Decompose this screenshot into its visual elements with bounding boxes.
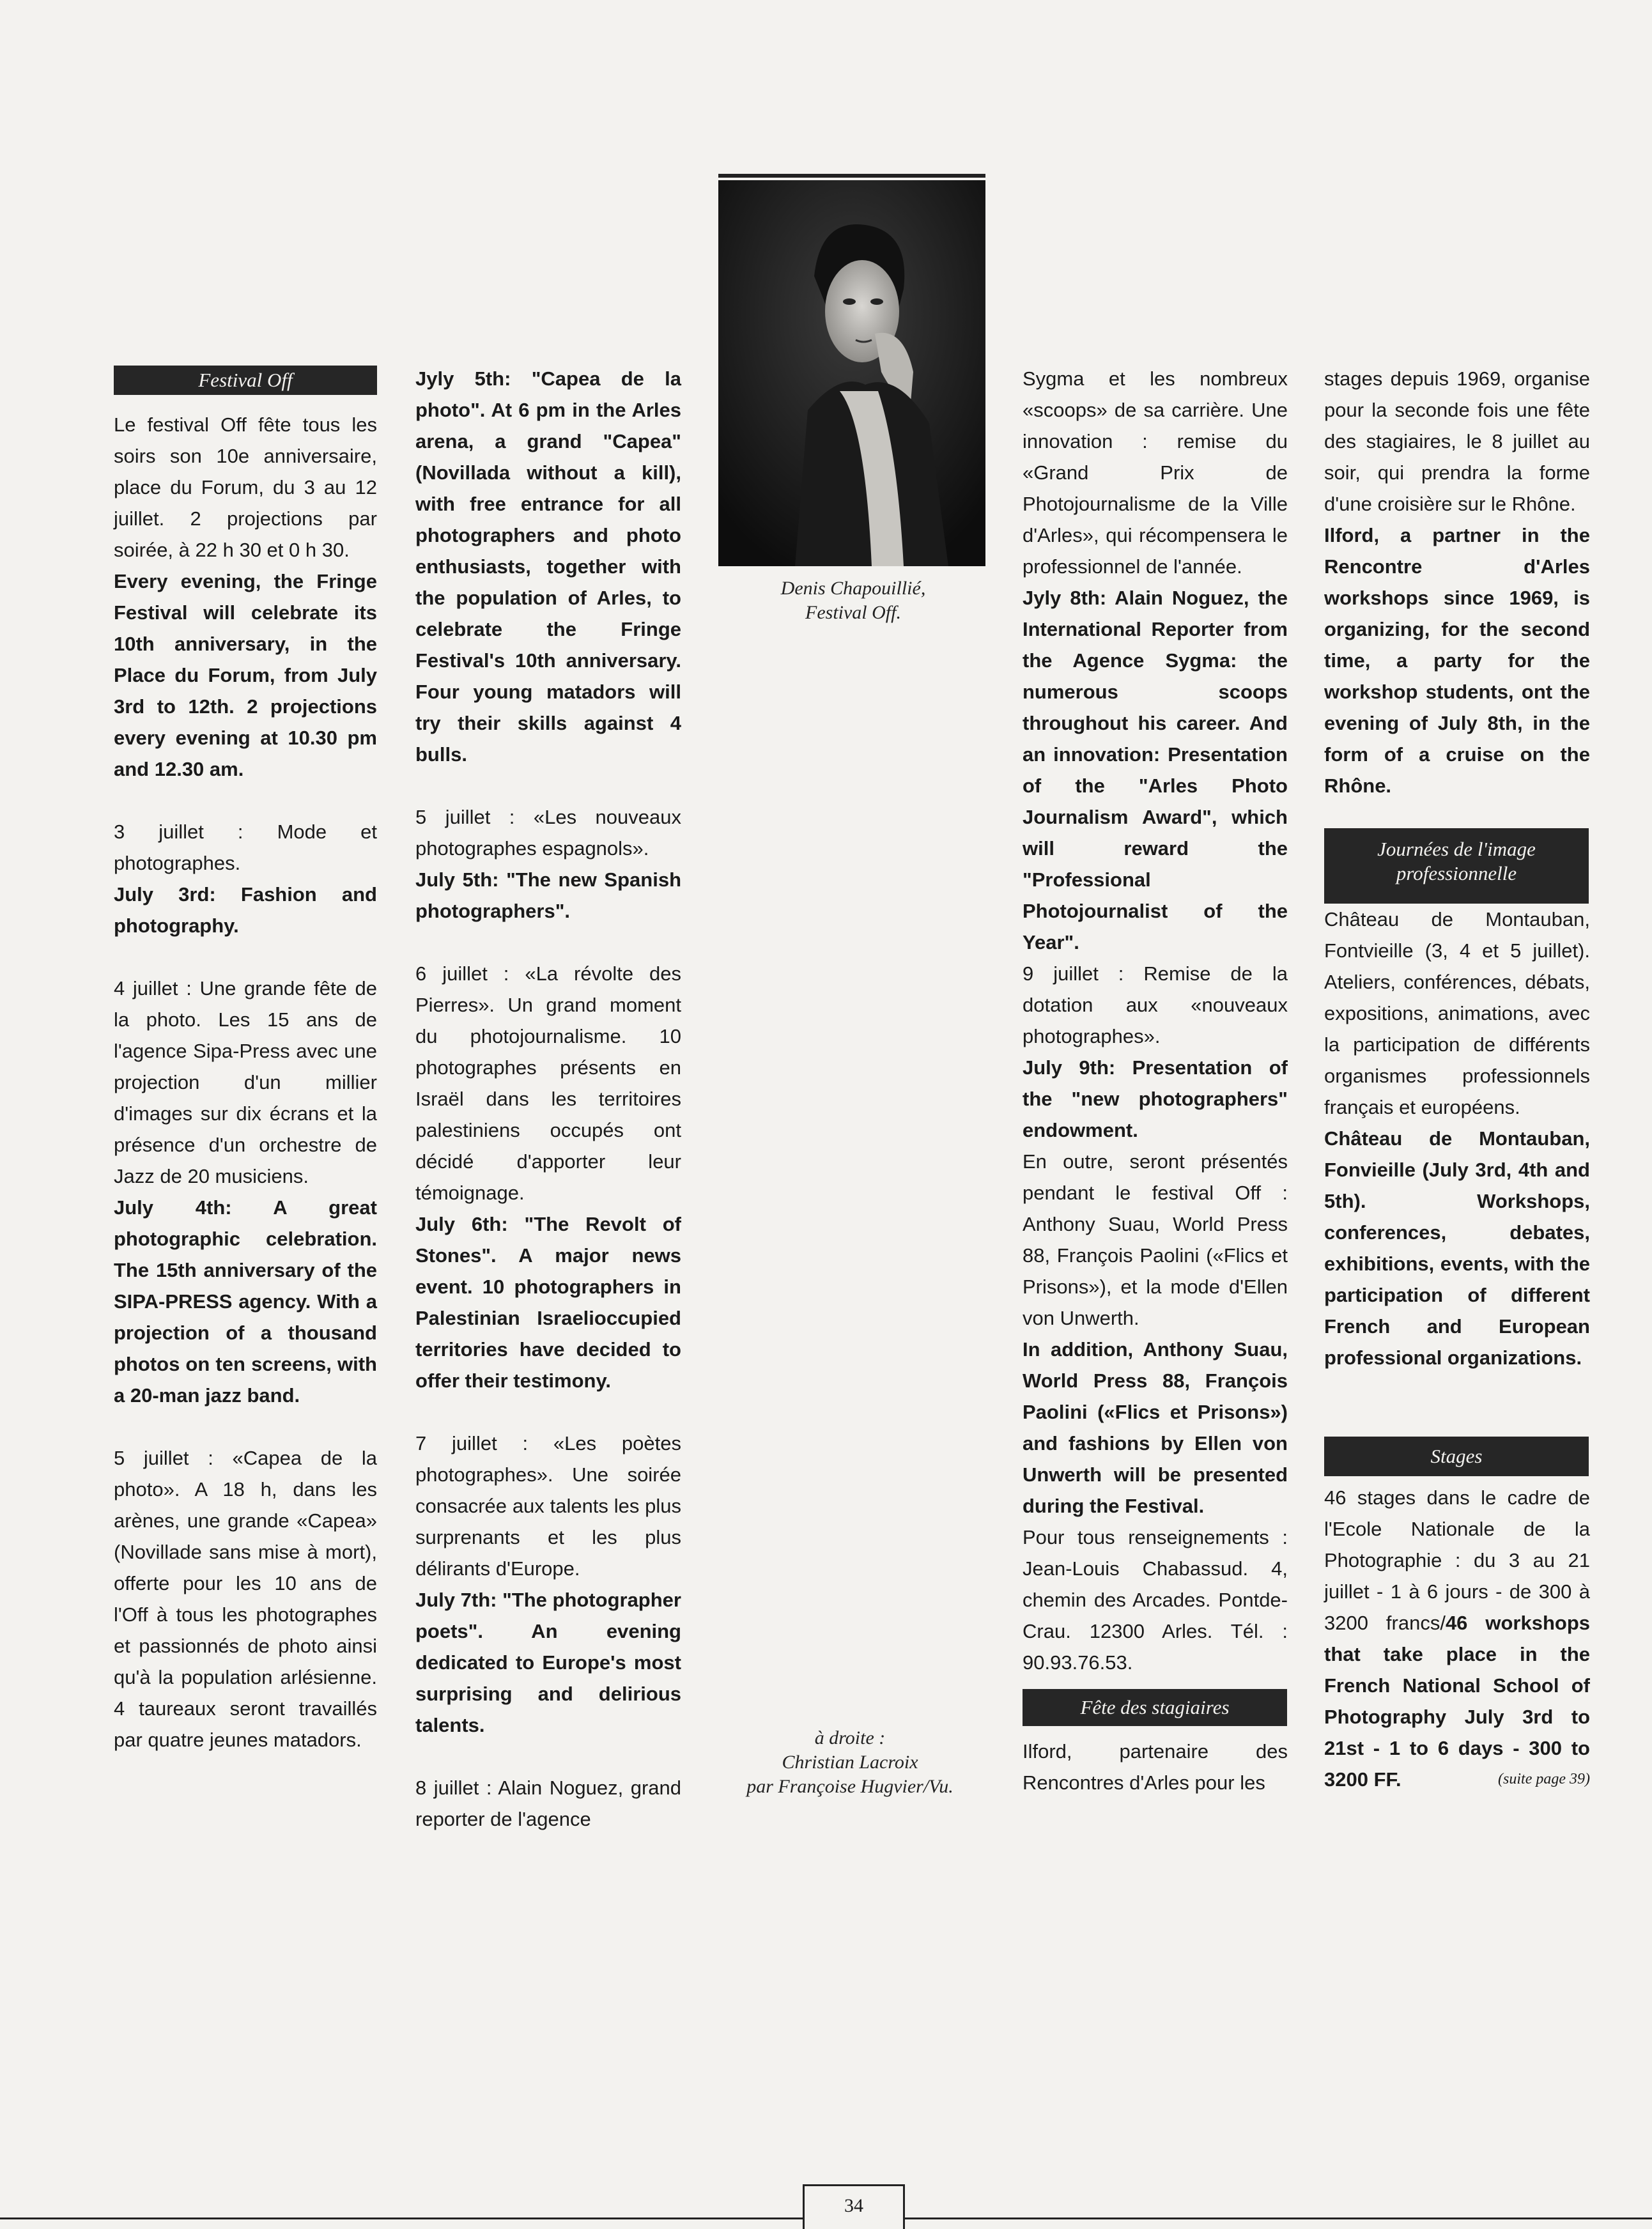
paragraph: July 6th: "The Revolt of Stones". A major news event. 10 photographers in Palestinian Israelioccupied territories have decided to offer their testimony.	[415, 1213, 681, 1392]
paragraph: July 9th: Presentation of the "new photographers" endowment.	[1023, 1056, 1288, 1141]
column-3-tail	[1023, 1736, 1288, 1798]
continuation-note: (suite page 39)	[1498, 1771, 1590, 1787]
photo-portrait	[718, 174, 985, 566]
paragraph: Ilford, a partner in the Rencontre d'Arles workshops since 1969, is organizing, for the second time, a party for the workshop students, ont the evening of July 8th, in the form of a cruise on the Rhône.	[1324, 524, 1590, 797]
header-fete-stagiaires: Fête des stagiaires	[1023, 1689, 1287, 1726]
paragraph: 5 juillet : «Les nouveaux photographes espagnols».	[415, 806, 681, 860]
paragraph: July 7th: "The photographer poets". An evening dedicated to Europe's most surprising and delirious talents.	[415, 1589, 681, 1736]
header-stages: Stages	[1324, 1437, 1589, 1476]
paragraph: 6 juillet : «La révolte des Pierres». Un grand moment du photojournalisme. 10 photographes présents en Israël dans les territoires palestiniens occupés ont décidé d'apporter leur témoignage.	[415, 962, 681, 1204]
column-4c	[1324, 1482, 1590, 1795]
photo-caption: Denis Chapouillié, Festival Off.	[780, 578, 926, 623]
footer-rule	[905, 2217, 1652, 2219]
paragraph-gap	[415, 927, 681, 958]
paragraph: Every evening, the Fringe Festival will celebrate its 10th anniversary, in the Place du Forum, from July 3rd to 12th. 2 projections every evening at 10.30 pm and 12.30 am.	[114, 570, 377, 780]
paragraph: Pour tous renseignements : Jean-Louis Chabassud. 4, chemin des Arcades. Pontde-Crau. 12300 Arles. Tél. : 90.93.76.53.	[1023, 1526, 1288, 1674]
paragraph: 46 stages dans le cadre de l'Ecole Nationale de la Photographie : du 3 au 21 juillet - 1 à 6 jours - de 300 à 3200 francs/46 workshops that take place in the French National School of Photography July 3rd to 21st - 1 to 6 days - 300 to 3200 FF. (suite page 39)	[1324, 1482, 1590, 1795]
column-1	[114, 409, 377, 1755]
paragraph: Le festival Off fête tous les soirs son 10e anniversaire, place du Forum, du 3 au 12 juillet. 2 projections par soirée, à 22 h 30 et 0 h 30.	[114, 413, 377, 561]
paragraph: 8 juillet : Alain Noguez, grand reporter de l'agence	[415, 1777, 681, 1830]
column-2	[415, 363, 681, 1835]
paragraph-gap	[114, 785, 377, 816]
paragraph-gap	[114, 941, 377, 973]
paragraph: Sygma et les nombreux «scoops» de sa carrière. Une innovation : remise du «Grand Prix de Photojournalisme de la Ville d'Arles», qui récompensera le professionnel de l'année.	[1023, 367, 1288, 578]
paragraph: Château de Montauban, Fonvieille (July 3rd, 4th and 5th). Workshops, conferences, debates, exhibitions, events, with the participation of different French and European professional organizations.	[1324, 1127, 1590, 1369]
paragraph-gap	[415, 770, 681, 801]
paragraph: 5 juillet : «Capea de la photo». A 18 h, dans les arènes, une grande «Capea» (Novillade sans mise à mort), offerte pour les 10 ans de l'Off à tous les photographes et passionnés de photo ainsi qu'à la population arlésienne. 4 taureaux seront travaillés par quatre jeunes matadors.	[114, 1447, 377, 1751]
page-number: 34	[803, 2184, 905, 2229]
portrait-image	[718, 180, 985, 566]
header-journees: Journées de l'image professionnelle	[1324, 828, 1589, 904]
paragraph: 3 juillet : Mode et photographes.	[114, 821, 377, 874]
paragraph: July 4th: A great photographic celebration. The 15th anniversary of the SIPA-PRESS agency. With a projection of a thousand photos on ten screens, with a 20-man jazz band.	[114, 1196, 377, 1407]
paragraph: stages depuis 1969, organise pour la seconde fois une fête des stagiaires, le 8 juillet au soir, qui prendra la forme d'une croisière sur le Rhône.	[1324, 367, 1590, 515]
paragraph: Jyly 5th: "Capea de la photo". At 6 pm in the Arles arena, a grand "Capea" (Novillada without a kill), with free entrance for all photographers and photo enthusiasts, together with the population of Arles, to celebrate the Fringe Festival's 10th anniversary. Four young matadors will try their skills against 4 bulls.	[415, 367, 681, 766]
paragraph: July 3rd: Fashion and photography.	[114, 883, 377, 937]
footer-rule	[0, 2217, 803, 2219]
paragraph: Jyly 8th: Alain Noguez, the International Reporter from the Agence Sygma: the numerous scoops throughout his career. And an innovation: Presentation of the "Arles Photo Journalism Award", which will reward the "Professional Photojournalist of the Year".	[1023, 587, 1288, 953]
paragraph: 4 juillet : Une grande fête de la photo. Les 15 ans de l'agence Sipa-Press avec une projection d'un millier d'images sur dix écrans et la présence d'un orchestre de Jazz de 20 musiciens.	[114, 977, 377, 1187]
paragraph: In addition, Anthony Suau, World Press 88, François Paolini («Flics et Prisons») and fashions by Ellen von Unwerth will be presented during the Festival.	[1023, 1338, 1288, 1517]
header-festival-off: Festival Off	[114, 366, 377, 395]
column-4b	[1324, 904, 1590, 1373]
paragraph: 9 juillet : Remise de la dotation aux «nouveaux photographes».	[1023, 962, 1288, 1047]
right-photo-caption: à droite : Christian Lacroix par Françoise Hugvier/Vu.	[746, 1727, 953, 1797]
paragraph-gap	[415, 1396, 681, 1428]
paragraph: July 5th: "The new Spanish photographers".	[415, 868, 681, 922]
paragraph: Château de Montauban, Fontvieille (3, 4 et 5 juillet). Ateliers, conférences, débats, expositions, animations, avec la participation de différents organismes professionnels français et européens.	[1324, 908, 1590, 1118]
paragraph: Ilford, partenaire des Rencontres d'Arles pour les	[1023, 1740, 1288, 1794]
paragraph-gap	[415, 1741, 681, 1772]
paragraph-gap	[114, 1411, 377, 1442]
paragraph: 7 juillet : «Les poètes photographes». Une soirée consacrée aux talents les plus surprenants et les plus délirants d'Europe.	[415, 1432, 681, 1580]
paragraph: En outre, seront présentés pendant le festival Off : Anthony Suau, World Press 88, François Paolini («Flics et Prisons»), et la mode d'Ellen von Unwerth.	[1023, 1150, 1288, 1329]
column-4a	[1324, 363, 1590, 801]
column-3	[1023, 363, 1288, 1678]
